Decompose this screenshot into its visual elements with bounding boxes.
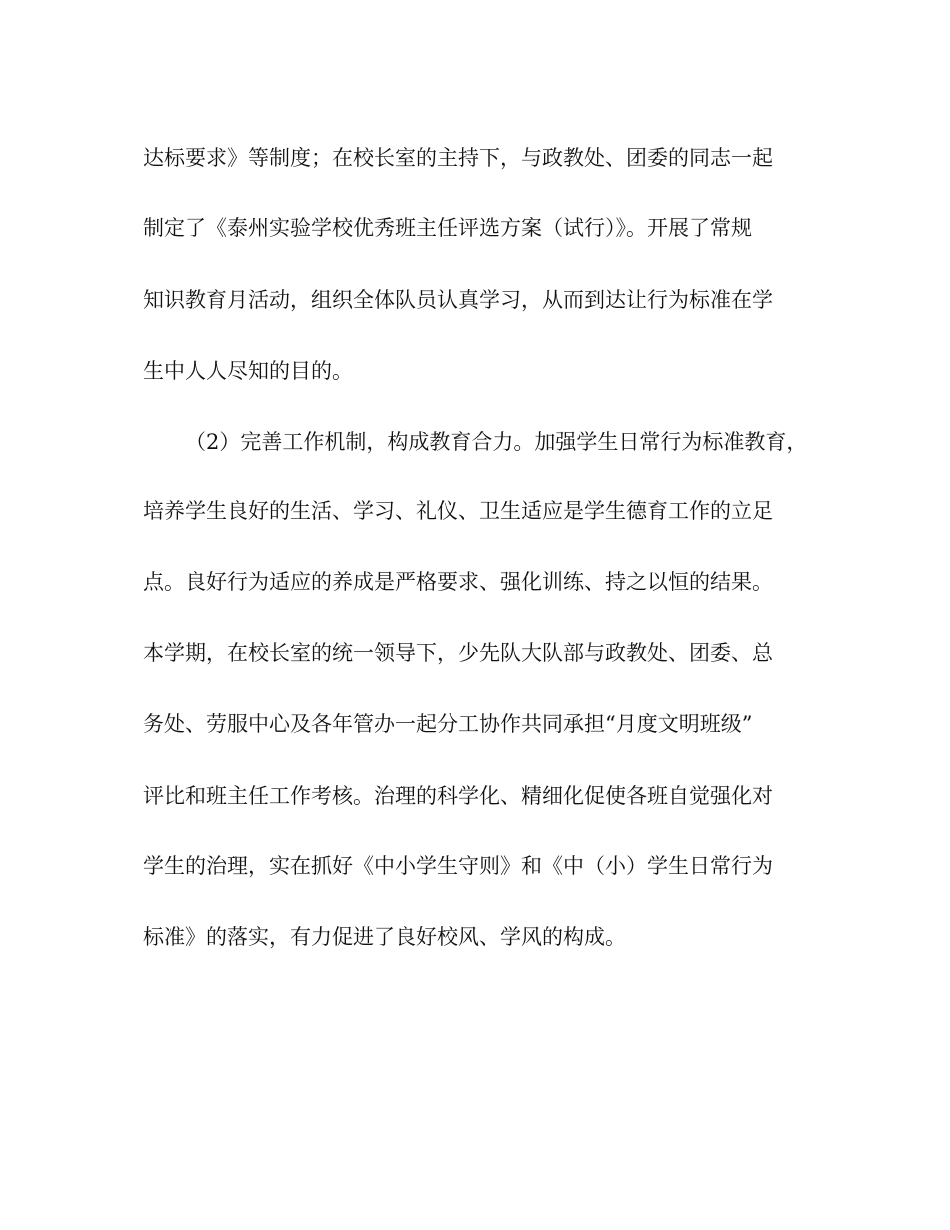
text-line-11: 学生的治理，实在抓好《中小学生守则》和《中（小）学生日常行为 — [143, 854, 773, 878]
text-line-2: 制定了《泰州实验学校优秀班主任评选方案（试行）》。开展了常规 — [143, 216, 752, 240]
text-line-10: 评比和班主任工作考核。治理的科学化、精细化促使各班自觉强化对 — [143, 784, 773, 808]
text-line-1: 达标要求》等制度；在校长室的主持下，与政教处、团委的同志一起 — [143, 146, 773, 170]
text-line-7: 点。良好行为适应的养成是严格要求、强化训练、持之以恒的结果。 — [143, 570, 773, 594]
text-line-5: （2）完善工作机制，构成教育合力。加强学生日常行为标准教育， — [185, 430, 808, 454]
text-line-6: 培养学生良好的生活、学习、礼仪、卫生适应是学生德育工作的立足 — [143, 499, 773, 523]
text-line-4: 生中人人尽知的目的。 — [143, 359, 353, 383]
text-line-9: 务处、劳服中心及各年管办一起分工协作共同承担“月度文明班级” — [143, 712, 753, 736]
text-line-3: 知识教育月活动，组织全体队员认真学习，从而到达让行为标准在学 — [143, 288, 773, 312]
text-line-12: 标准》的落实，有力促进了良好校风、学风的构成。 — [143, 925, 626, 949]
text-line-8: 本学期，在校长室的统一领导下，少先队大队部与政教处、团委、总 — [143, 641, 773, 665]
